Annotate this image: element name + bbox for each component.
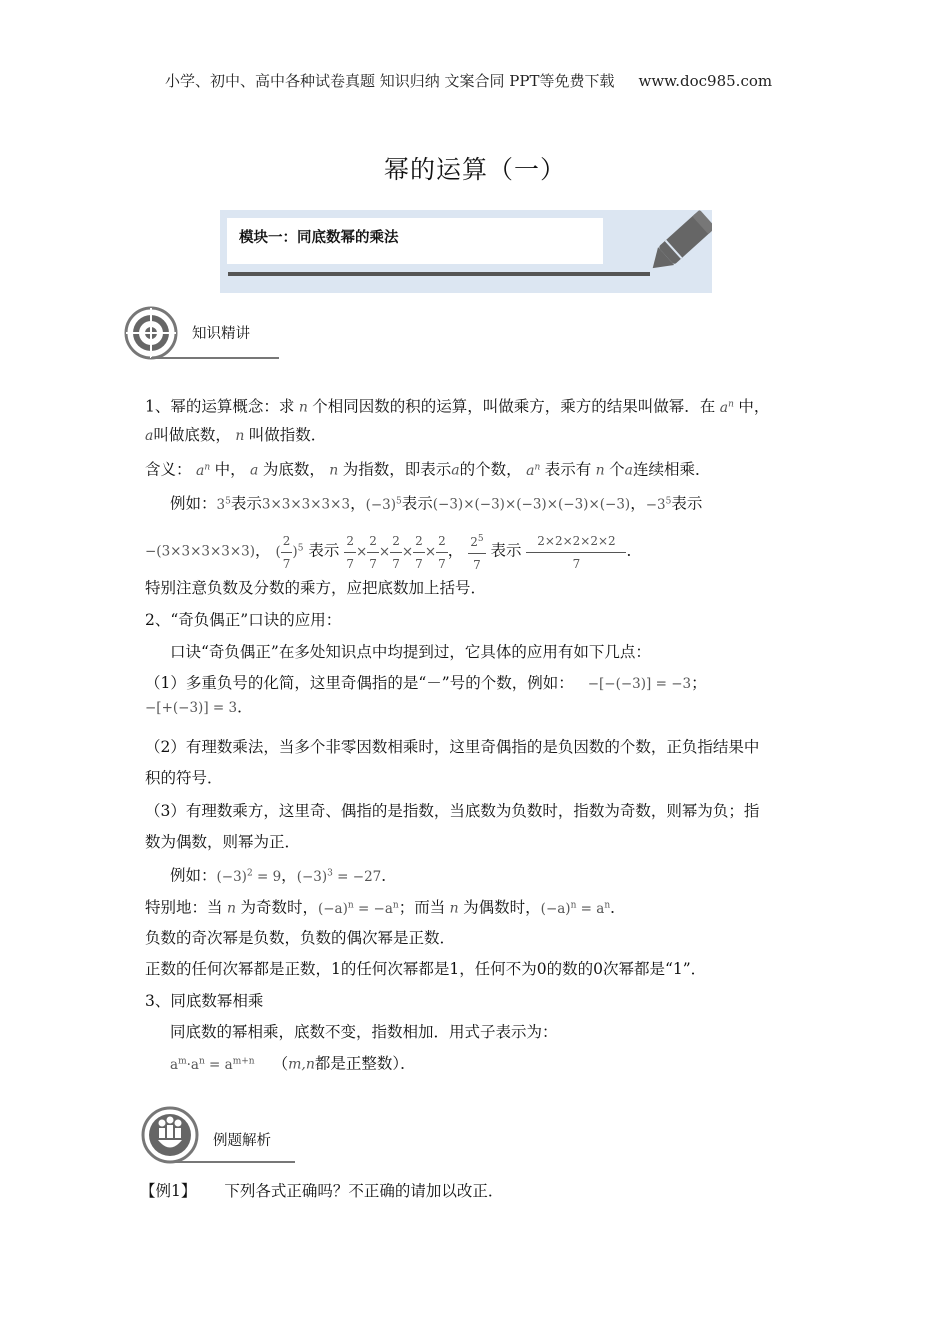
text: 为奇数时， [240, 898, 318, 917]
math-double-neg: −[−(−3)] = −3 [587, 676, 692, 692]
header-url[interactable]: www.doc985.com [638, 72, 773, 90]
module-label: 模块一：同底数幂的乘法 [239, 230, 399, 246]
text: 都是正整数）． [314, 1054, 416, 1073]
concept-line-2 [145, 424, 326, 447]
math-2-5-over-7: $\frac{2^5}{7}$ [468, 544, 485, 560]
text: 例如： [170, 494, 217, 513]
math-a: a [451, 462, 460, 479]
rule2-intro: 口诀“奇负偶正”在多处知识点中均提到过，它具体的应用有如下几点： [170, 643, 651, 661]
text: 叫做底数， [153, 426, 231, 444]
math-odd-power: $(-a)^n = -a^n$ [317, 900, 399, 917]
math-frac-product: $\frac{2}{7}$ × $\frac{2}{7}$ × $\frac{2}{7}$ × $\frac{2}{7}$ × $\frac{2}{7}$ [344, 544, 447, 560]
math-neg3-sq: $(-3)^2 = 9$ [216, 868, 282, 885]
math-am-an: $a^m\cdot a^n = a^{m+n}$ [170, 1056, 255, 1073]
math-a: a [245, 462, 263, 479]
math-neg-pos: −[+(−3)] = 3 [145, 700, 238, 716]
neg-power-rule: 负数的奇次幂是负数，负数的偶次幂是正数． [145, 929, 456, 947]
text: 表示 [671, 494, 703, 513]
special-case-line: 特别地：当 n 为奇数时，$(-a)^n = -a^n$；而当 n 为偶数时，$(-a)^n = a^n$． [145, 898, 626, 917]
text: 的个数， [459, 460, 522, 479]
page-header [165, 70, 772, 91]
math-n: n [222, 900, 241, 917]
section-examples-label: 例题解析 [213, 1133, 271, 1149]
math-even-power: $(-a)^n = a^n$ [540, 900, 611, 917]
text: 连续相乘． [633, 460, 711, 479]
meaning-line [145, 456, 711, 482]
text: 个 [609, 460, 625, 479]
math-n: n [294, 399, 313, 416]
math-a-n: $a^n$ [715, 399, 734, 416]
page-title: 幂的运算（一） [383, 155, 566, 184]
note-line: 特别注意负数及分数的乘方，应把底数加上括号． [145, 579, 487, 597]
rule3-heading: 3、同底数幂相乘 [145, 992, 264, 1010]
math-a-n: $a^n$ [521, 462, 541, 479]
text: 例如： [170, 866, 217, 885]
math-frac-power: ( $\frac{2}{7}$ )$^5$ [275, 544, 303, 560]
math-n: n [230, 428, 249, 444]
example-1-text: 下列各式正确吗？不正确的请加以改正． [224, 1182, 504, 1200]
math-n: n [591, 462, 610, 479]
example-1 [140, 1180, 503, 1202]
math-n: n [445, 900, 464, 917]
text: 叫做指数． [248, 426, 327, 444]
rule2-item1-example: −[+(−3)] = 3． [145, 698, 253, 716]
text: 表示 [401, 494, 433, 513]
rule2-item2-b: 积的符号． [145, 769, 223, 787]
rule2-item2-a: （2）有理数乘法，当多个非零因数相乘时，这里奇偶指的是负因数的个数，正负指结果中 [145, 738, 760, 756]
text: 个相同因数的积的运算，叫做乘方，乘方的结果叫做幂．在 [312, 397, 716, 416]
math-a-n: $a^n$ [191, 462, 211, 479]
example-1-tag: 【例1】 [140, 1182, 197, 1200]
math-neg-product: (−3)×(−3)×(−3)×(−3)×(−3) [432, 496, 631, 513]
section-examples [140, 1105, 300, 1169]
text: 特别地：当 [145, 898, 223, 917]
rule2-example: 例如：$(-3)^2 = 9$，$(-3)^3 = -27$． [170, 866, 397, 885]
math-a: a [145, 428, 154, 444]
pencil-icon [220, 210, 712, 293]
math-product: 3×3×3×3×3 [261, 496, 351, 513]
text: 为指数，即表示 [342, 460, 452, 479]
text: 为偶数时， [463, 898, 541, 917]
section-knowledge [124, 306, 284, 366]
text: （1）多重负号的化简，这里奇偶指的是“－”号的个数，例如： [145, 674, 574, 692]
example-line-2: −(3×3×3×3×3)， ( $\frac{2}{7}$ )$^5$ 表示 $\frac{2}{7}$ × $\frac{2}{7}$ × $\frac{2}{7}$ × $\frac{2}{7}$ × $\frac{2}{7}$ ， $\frac{2^5}{7}$ 表示 $\frac{2\times 2\times 2\times 2\times 2}{7}$ ． [145, 528, 642, 576]
text: ；而当 [398, 898, 446, 917]
text: 表示 [230, 494, 262, 513]
text: 含义： [145, 460, 192, 479]
text: 为底数， [262, 460, 325, 479]
module-banner [220, 210, 712, 293]
section-knowledge-label: 知识精讲 [192, 326, 250, 342]
math-neg-paren-product: −(3×3×3×3×3) [145, 543, 256, 560]
concept-line-1 [145, 393, 769, 419]
math-n: n [324, 462, 343, 479]
math-3-5: $3^5$ [216, 496, 231, 513]
pos-power-rule: 正数的任何次幂都是正数，1的任何次幂都是1，任何不为0的数的0次幂都是“1”． [145, 960, 707, 978]
text: 表示有 [544, 460, 592, 479]
text: 中， [214, 460, 246, 479]
text: 表示 [308, 541, 340, 560]
header-text: 小学、初中、高中各种试卷真题 知识归纳 文案合同 PPT等免费下载 [165, 72, 615, 90]
rule3-text: 同底数的幂相乘，底数不变，指数相加．用式子表示为： [170, 1023, 558, 1041]
math-neg3-5: $(-3)^5$ [365, 496, 402, 513]
text: 1、幂的运算概念：求 [145, 397, 295, 416]
rule2-heading: 2、“奇负偶正”口诀的应用： [145, 611, 342, 629]
text: 表示 [490, 541, 522, 560]
text: 中， [738, 397, 770, 416]
example-line-1: 例如：$3^5$表示3×3×3×3×3，$(-3)^5$表示(−3)×(−3)×(−3)×(−3)×(−3)，$-3^5$表示 [170, 494, 703, 513]
math-a: a [624, 462, 634, 479]
rule3-formula: $a^m\cdot a^n = a^{m+n}$ （m,n都是正整数）． [170, 1054, 416, 1073]
rule2-item1: （1）多重负号的化简，这里奇偶指的是“－”号的个数，例如： −[−(−3)] = −3； [145, 674, 707, 692]
math-neg3-cube: $(-3)^3 = -27$ [296, 868, 382, 885]
math-frac-numer-product: $\frac{2\times 2\times 2\times 2\times 2}{7}$ [526, 544, 626, 560]
rule2-item3-b: 数为偶数，则幂为正． [145, 833, 301, 851]
rule2-item3-a: （3）有理数乘方，这里奇、偶指的是指数，当底数为负数时，指数为奇数，则幂为负；指 [145, 802, 760, 820]
math-m-n: m,n [288, 1056, 315, 1073]
math-minus3-5: $-3^5$ [645, 496, 672, 513]
